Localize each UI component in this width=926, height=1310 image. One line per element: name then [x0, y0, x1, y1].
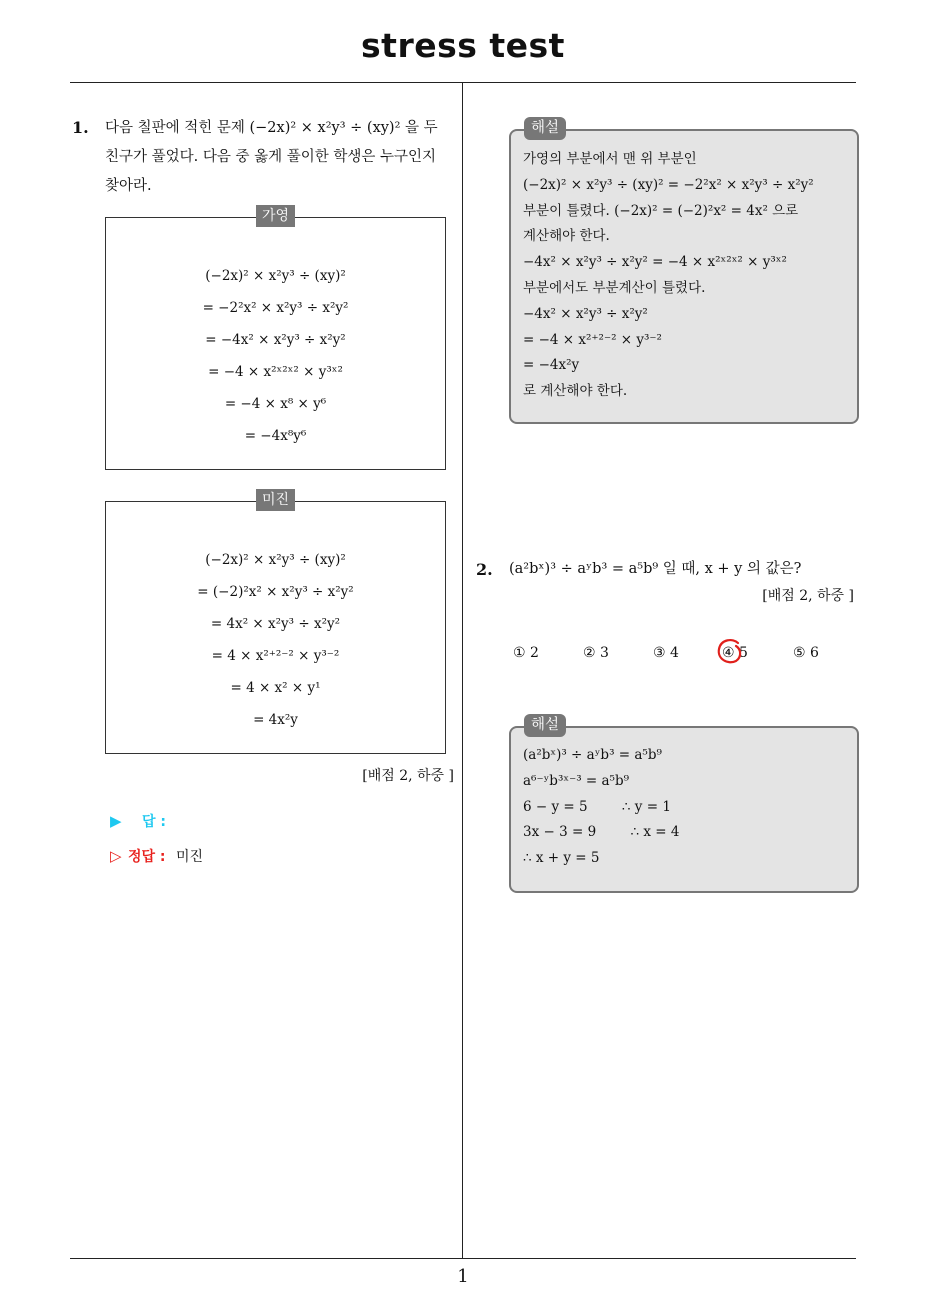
- red-circle-icon: [716, 637, 744, 667]
- question-2-score: [배점 2, 하중 ]: [762, 588, 854, 604]
- q1-exp-line-3: 부분이 틀렸다. (−2x)² = (−2)²x² = 4x² 으로: [523, 202, 799, 219]
- mijin-label: 미진: [256, 489, 295, 511]
- q1-exp-line-9: = −4x²y: [523, 357, 580, 374]
- gayoung-line-1: (−2x)² × x²y³ ÷ (xy)²: [205, 268, 346, 284]
- q1-exp-line-5: −4x² × x²y³ ÷ x²y² = −4 × x²ˣ²ˣ² × y³ˣ²: [523, 254, 787, 271]
- mijin-line-1: (−2x)² × x²y³ ÷ (xy)²: [205, 552, 346, 568]
- question-1-explanation: [509, 129, 859, 424]
- q2-exp-line-3: 6 − y = 5 ∴ y = 1: [523, 798, 671, 815]
- q1-exp-line-4: 계산해야 한다.: [523, 228, 610, 245]
- question-1-line-3: 찾아라.: [105, 178, 152, 194]
- correct-answer-row: [110, 846, 203, 866]
- choice-2[interactable]: ② 3: [583, 645, 609, 661]
- mijin-line-6: = 4x²y: [253, 712, 298, 728]
- q1-exp-line-6: 부분에서도 부분계산이 틀렸다.: [523, 279, 706, 296]
- q1-exp-line-7: −4x² × x²y³ ÷ x²y²: [523, 305, 648, 322]
- solution-box-gayoung: [105, 217, 446, 470]
- gayoung-line-3: = −4x² × x²y³ ÷ x²y²: [205, 332, 346, 348]
- correct-answer-value: 미진: [175, 849, 204, 865]
- q1-exp-line-2: (−2x)² × x²y³ ÷ (xy)² = −2²x² × x²y³ ÷ x²y²: [523, 176, 814, 193]
- header-rule: [70, 82, 856, 83]
- choice-1[interactable]: ① 2: [513, 645, 539, 661]
- question-1-text: [105, 114, 455, 201]
- correct-answer-label: 정답 :: [128, 849, 166, 865]
- mijin-line-2: = (−2)²x² × x²y³ ÷ x²y²: [197, 584, 354, 600]
- mijin-line-5: = 4 × x² × y¹: [230, 680, 321, 696]
- footer-rule: [70, 1258, 856, 1259]
- q2-exp-line-4: 3x − 3 = 9 ∴ x = 4: [523, 824, 680, 841]
- solution-box-mijin: [105, 501, 446, 754]
- gayoung-line-4: = −4 × x²ˣ²ˣ² × y³ˣ²: [208, 364, 343, 380]
- q1-exp-line-1: 가영의 부분에서 맨 위 부분인: [523, 151, 697, 167]
- question-1-number: 1.: [72, 118, 89, 137]
- choice-4-marker: ④: [722, 645, 735, 661]
- gayoung-label: 가영: [256, 205, 295, 227]
- page-title: stress test: [361, 26, 565, 65]
- choice-5[interactable]: ⑤ 6: [793, 645, 819, 661]
- filled-triangle-icon: ▶: [110, 812, 122, 830]
- question-1-line-1: 다음 칠판에 적힌 문제 (−2x)² × x²y³ ÷ (xy)² 을 두: [105, 120, 438, 136]
- gayoung-line-6: = −4x⁸y⁶: [244, 428, 307, 444]
- gayoung-line-5: = −4 × x⁸ × y⁶: [224, 396, 327, 412]
- question-2-number: 2.: [476, 560, 493, 579]
- q1-exp-line-10: 로 계산해야 한다.: [523, 383, 628, 400]
- q2-explanation-label: 해설: [524, 714, 566, 737]
- q2-exp-line-5: ∴ x + y = 5: [523, 850, 600, 867]
- answer-label: 답 :: [142, 814, 166, 830]
- question-1-line-2: 친구가 풀었다. 다음 중 옳게 풀이한 학생은 누구인지: [105, 149, 437, 165]
- q1-exp-line-8: = −4 × x²⁺²⁻² × y³⁻²: [523, 331, 662, 348]
- question-2-explanation: [509, 726, 859, 893]
- page-number: 1: [457, 1266, 469, 1287]
- column-divider: [462, 83, 463, 1258]
- q1-explanation-label: 해설: [524, 117, 566, 140]
- question-1-score: [배점 2, 하중 ]: [362, 768, 454, 784]
- answer-row: [110, 811, 166, 831]
- q2-exp-line-2: a⁶⁻ʸb³ˣ⁻³ = a⁵b⁹: [523, 772, 630, 789]
- choice-3[interactable]: ③ 4: [653, 645, 679, 661]
- mijin-line-3: = 4x² × x²y³ ÷ x²y²: [210, 616, 341, 632]
- outline-triangle-icon: ▷: [110, 847, 122, 865]
- gayoung-line-2: = −2²x² × x²y³ ÷ x²y²: [202, 300, 349, 316]
- mijin-line-4: = 4 × x²⁺²⁻² × y³⁻²: [211, 648, 340, 664]
- question-2-text: (a²bˣ)³ ÷ aʸb³ = a⁵b⁹ 일 때, x + y 의 값은?: [509, 561, 802, 577]
- q2-exp-line-1: (a²bˣ)³ ÷ aʸb³ = a⁵b⁹: [523, 747, 662, 763]
- choice-4-value: 5: [739, 645, 748, 661]
